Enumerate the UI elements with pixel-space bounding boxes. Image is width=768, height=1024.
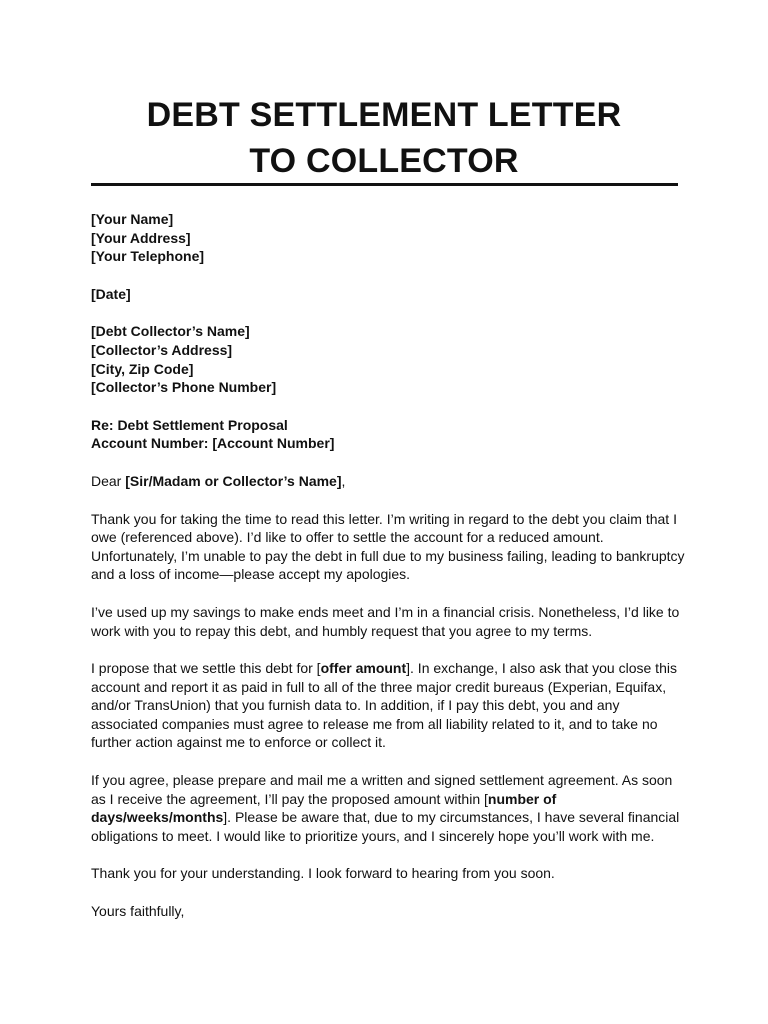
timeframe-placeholder-part-2: days/weeks/months [91, 809, 224, 826]
paragraph-1-line: Unfortunately, I’m unable to pay the debt in full due to my business failing, leading to bankruptcy [91, 547, 685, 564]
recipient-name: [Debt Collector’s Name] [91, 323, 250, 340]
paragraph-3-line: and/or TransUnion) that you furnish data to. In addition, if I pay this debt, you and any [91, 697, 620, 714]
salutation [91, 472, 683, 491]
paragraph-2-line: I’ve used up my savings to make ends meet and I’m in a financial crisis. Nonetheless, I’d like to [91, 603, 680, 620]
paragraph-2-line: work with you to repay this debt, and humbly request that you agree to my terms. [91, 622, 593, 639]
sender-name: [Your Name] [91, 211, 174, 227]
document-title [0, 92, 768, 184]
paragraph-4-text: as I receive the agreement, I’ll pay the proposed amount within [ [91, 790, 488, 807]
sender-address: [Your Address] [91, 229, 191, 246]
closing-paragraph [91, 864, 683, 883]
date-block [91, 285, 683, 304]
sender-block [91, 210, 683, 266]
paragraph-4-line: obligations to meet. I would like to prioritize yours, and I sincerely hope you’ll work with me. [91, 827, 655, 844]
paragraph-3 [91, 659, 683, 752]
subject-block [91, 416, 683, 453]
paragraph-1-line: Thank you for taking the time to read this letter. I’m writing in regard to the debt you claim that I [91, 510, 677, 527]
paragraph-3-text: I propose that we settle this debt for [ [91, 660, 321, 677]
paragraph-3-text: ]. In exchange, I also ask that you close this [406, 660, 677, 677]
closing-text: Thank you for your understanding. I look forward to hearing from you soon. [91, 865, 555, 882]
paragraph-4-line: If you agree, please prepare and mail me a written and signed settlement agreement. As soon [91, 772, 673, 789]
salutation-suffix: , [341, 472, 346, 489]
sign-off [91, 902, 683, 921]
recipient-city-zip: [City, Zip Code] [91, 360, 194, 377]
paragraph-4 [91, 771, 683, 845]
recipient-phone: [Collector’s Phone Number] [91, 379, 277, 396]
title-line-2: TO COLLECTOR [249, 142, 519, 180]
subject-re: Re: Debt Settlement Proposal [91, 416, 288, 433]
offer-amount-placeholder: offer amount [320, 660, 407, 677]
paragraph-1 [91, 510, 683, 584]
subject-account: Account Number: [Account Number] [91, 435, 335, 452]
paragraph-4-line [91, 808, 683, 827]
salutation-name: [Sir/Madam or Collector’s Name] [125, 472, 342, 489]
salutation-prefix: Dear [91, 472, 126, 489]
paragraph-3-line [91, 659, 683, 678]
letter-date: [Date] [91, 285, 131, 302]
timeframe-placeholder-part-1: number of [487, 790, 557, 807]
paragraph-1-line: and a loss of income—please accept my apologies. [91, 566, 411, 583]
recipient-block [91, 322, 683, 396]
paragraph-1-line: owe (referenced above). I’d like to offer to settle the account for a reduced amount. [91, 529, 604, 546]
sender-telephone: [Your Telephone] [91, 248, 205, 265]
paragraph-3-line: associated companies must agree to release me from all liability related to it, and to take no [91, 715, 658, 732]
paragraph-2 [91, 603, 683, 640]
paragraph-4-line [91, 790, 683, 809]
title-line-1: DEBT SETTLEMENT LETTER [146, 96, 622, 134]
sign-off-text: Yours faithfully, [91, 903, 185, 920]
paragraph-3-line: account and report it as paid in full to all of the three major credit bureaus (Experian, Equifax, [91, 678, 667, 695]
letter-body [91, 210, 683, 940]
recipient-address: [Collector’s Address] [91, 341, 233, 358]
title-divider [91, 183, 678, 186]
paragraph-3-line: further action against me to enforce or collect it. [91, 734, 386, 751]
paragraph-4-text: ]. Please be aware that, due to my circumstances, I have several financial [223, 809, 680, 826]
